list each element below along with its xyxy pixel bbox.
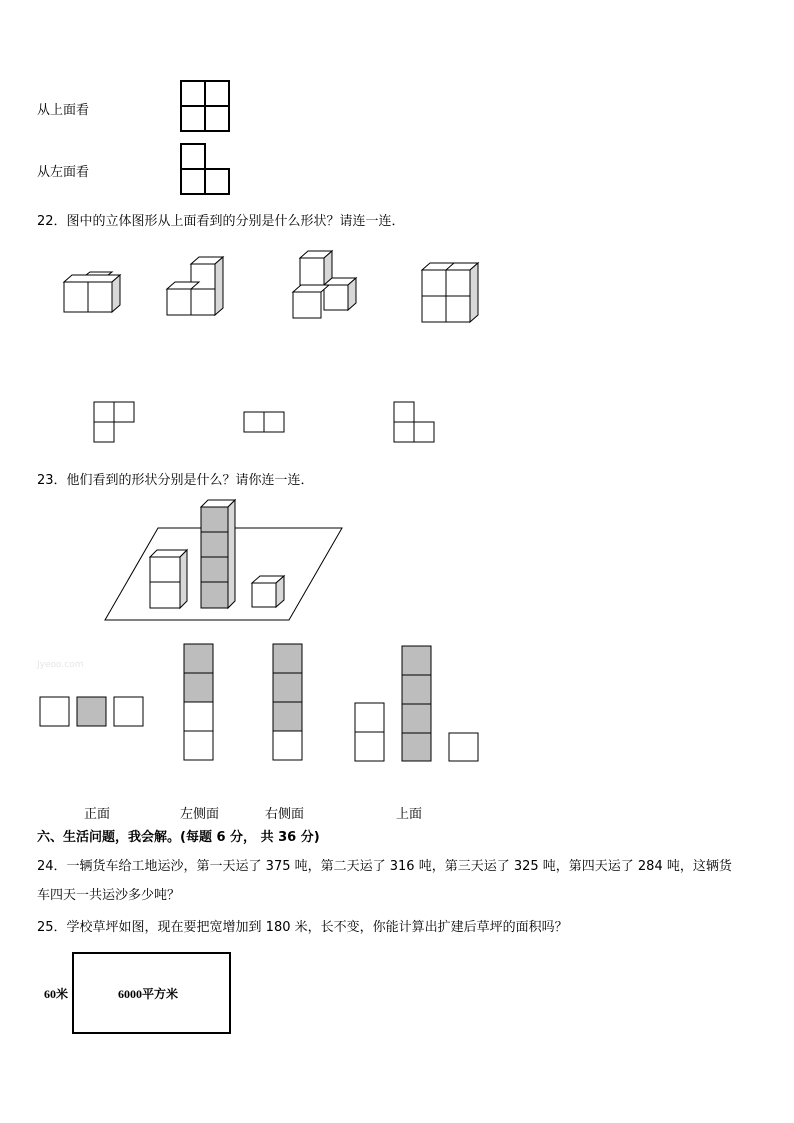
view-option-top <box>354 643 482 763</box>
watermark: Jyeoo.com <box>37 660 84 670</box>
question-24-line-1: 24．一辆货车给工地运沙，第一天运了 375 吨，第二天运了 316 吨，第三天运了 325 吨，第四天运了 284 吨，这辆货 <box>37 859 732 874</box>
scene-figure <box>104 499 346 623</box>
answer-shape-3 <box>393 401 437 445</box>
solid-figure-2 <box>165 256 229 318</box>
answer-shape-2 <box>243 411 287 435</box>
from-top-label: 从上面看 <box>37 103 90 118</box>
section-6-title: 六、生活问题，我会解。(每题 6 分， 共 36 分) <box>37 830 320 845</box>
solid-figure-3 <box>292 250 362 320</box>
view-option-left-side <box>183 643 217 763</box>
label-left-side: 左侧面 <box>180 807 220 822</box>
question-24-line-2: 车四天一共运沙多少吨？ <box>37 888 181 903</box>
view-option-front <box>39 696 147 728</box>
answer-shape-1 <box>93 401 137 445</box>
from-left-label: 从左面看 <box>37 165 90 180</box>
solid-figure-4 <box>421 262 485 326</box>
question-25: 25．学校草坪如图，现在要把宽增加到 180 米，长不变，你能计算出扩建后草坪的面积吗？ <box>37 920 568 935</box>
label-right-side: 右侧面 <box>265 807 305 822</box>
label-front: 正面 <box>84 807 111 822</box>
left-view-figure <box>180 143 232 197</box>
question-23: 23．他们看到的形状分别是什么？请你连一连． <box>37 473 314 488</box>
lawn-width-label: 60米 <box>44 987 69 1001</box>
solid-figure-1 <box>64 270 128 315</box>
view-option-right-side <box>272 643 306 763</box>
label-top: 上面 <box>396 807 423 822</box>
lawn-area-label: 6000平方米 <box>118 987 179 1001</box>
top-view-figure <box>180 80 232 134</box>
question-22: 22．图中的立体图形从上面看到的分别是什么形状？请连一连． <box>37 214 405 229</box>
